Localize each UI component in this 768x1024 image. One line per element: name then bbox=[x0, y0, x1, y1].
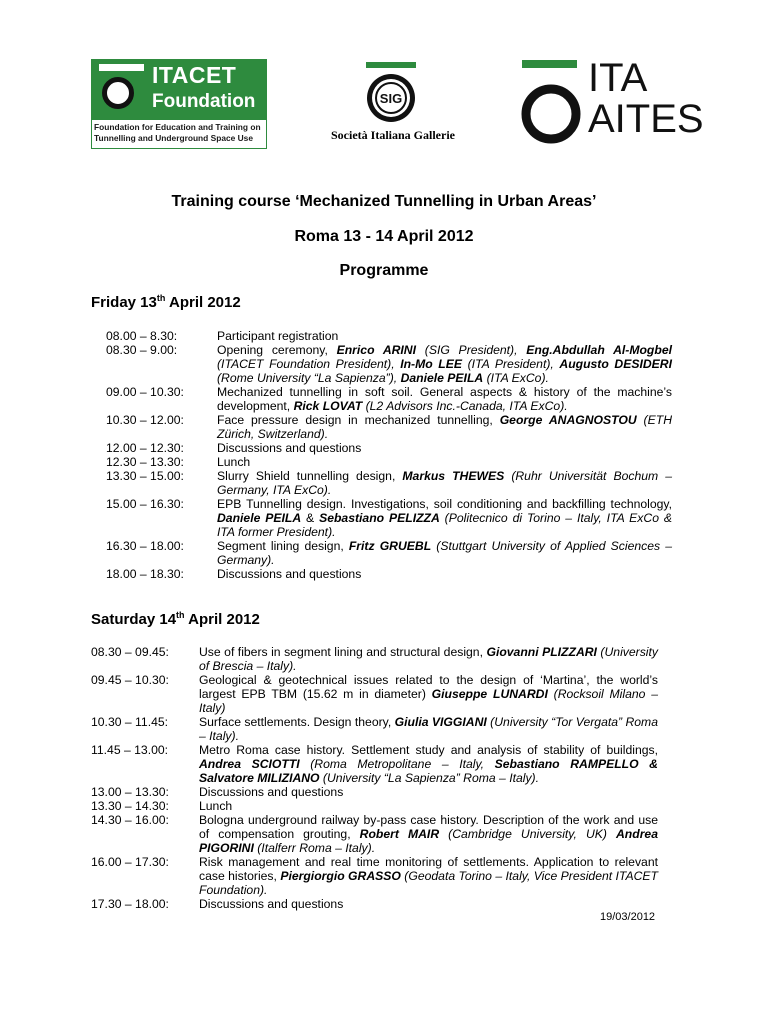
sig-logo bbox=[360, 62, 422, 124]
schedule-row bbox=[106, 343, 672, 385]
session-time: 08.30 – 09.45: bbox=[91, 645, 169, 659]
session-text: (ETH Zürich, Switzerland). bbox=[217, 413, 672, 441]
session-time: 13.30 – 15.00: bbox=[106, 469, 184, 483]
schedule-row bbox=[91, 785, 658, 799]
schedule-row bbox=[106, 385, 672, 413]
friday-day-suffix: th bbox=[156, 293, 166, 303]
schedule-row bbox=[91, 645, 658, 673]
saturday-month: April 2012 bbox=[184, 611, 260, 628]
session-description bbox=[199, 897, 658, 911]
session-time: 15.00 – 16.30: bbox=[106, 497, 184, 511]
session-time: 11.45 – 13.00: bbox=[91, 743, 169, 757]
schedule-row bbox=[91, 897, 658, 911]
session-text: (ITA President), bbox=[462, 357, 560, 371]
session-text: Surface settlements. Design theory, bbox=[199, 715, 395, 729]
ita-logo-text: ITA bbox=[588, 56, 648, 100]
session-text: Use of fibers in segment lining and structural design, bbox=[199, 645, 487, 659]
session-text: (L2 Advisors Inc.-Canada, ITA ExCo). bbox=[362, 399, 568, 413]
sig-logo-mark: SIG bbox=[379, 91, 403, 106]
speaker-name: Eng.Abdullah Al-Mogbel bbox=[526, 343, 672, 357]
sig-caption: Società Italiana Gallerie bbox=[331, 128, 455, 142]
schedule-row bbox=[91, 813, 658, 855]
session-text: Lunch bbox=[199, 799, 233, 813]
session-text: Discussions and questions bbox=[217, 441, 362, 455]
place-date: Roma 13 - 14 April 2012 bbox=[294, 228, 474, 245]
session-description bbox=[199, 743, 658, 785]
session-time: 13.00 – 13.30: bbox=[91, 785, 169, 799]
session-time: 16.30 – 18.00: bbox=[106, 539, 184, 553]
session-time: 14.30 – 16.00: bbox=[91, 813, 169, 827]
speaker-name: Giuseppe LUNARDI bbox=[431, 687, 548, 701]
itacet-logo-bar bbox=[99, 64, 144, 71]
session-description bbox=[217, 343, 672, 385]
speaker-name: Daniele PEILA bbox=[217, 511, 302, 525]
speaker-name: George ANAGNOSTOU bbox=[499, 413, 637, 427]
session-text: (Ruhr Universität Bochum – Germany, ITA ExCo). bbox=[217, 469, 673, 497]
saturday-schedule bbox=[91, 645, 658, 911]
session-text: (University of Brescia – Italy). bbox=[199, 645, 658, 673]
speaker-name: Fritz GRUEBL bbox=[348, 539, 432, 553]
speaker-name: Giulia VIGGIANI bbox=[394, 715, 487, 729]
session-text: EPB Tunnelling design. Investigations, soil conditioning and backfilling technology, bbox=[217, 497, 672, 511]
saturday-day: Saturday 14 bbox=[91, 611, 177, 628]
itacet-logo-foundation: Foundation bbox=[152, 91, 256, 112]
saturday-heading bbox=[91, 610, 260, 628]
schedule-row bbox=[106, 441, 672, 455]
session-text: (ITACET Foundation President), bbox=[217, 357, 401, 371]
aites-logo-text: AITES bbox=[588, 97, 704, 141]
session-description bbox=[199, 785, 658, 799]
session-description bbox=[199, 813, 658, 855]
schedule-row bbox=[106, 567, 672, 581]
session-description bbox=[199, 799, 658, 813]
schedule-row bbox=[91, 673, 658, 715]
schedule-row bbox=[91, 743, 658, 785]
programme-heading: Programme bbox=[339, 262, 429, 279]
session-text: Opening ceremony, bbox=[217, 343, 337, 357]
speaker-name: Daniele PEILA bbox=[400, 371, 484, 385]
schedule-row bbox=[91, 799, 658, 813]
session-text: (Politecnico di Torino – Italy, ITA ExCo & ITA former President). bbox=[217, 511, 673, 539]
schedule-row bbox=[106, 497, 672, 539]
session-time: 16.00 – 17.30: bbox=[91, 855, 169, 869]
itacet-sub-line1: Foundation for Education and Training on bbox=[94, 122, 261, 132]
course-title: Training course ‘Mechanized Tunnelling in Urban Areas’ bbox=[171, 193, 597, 210]
session-text: Lunch bbox=[217, 455, 251, 469]
session-text: & bbox=[301, 511, 320, 525]
session-time: 12.30 – 13.30: bbox=[106, 455, 184, 469]
speaker-name: In-Mo LEE bbox=[400, 357, 462, 371]
itacet-logo-title: ITACET bbox=[152, 62, 237, 88]
friday-day: Friday 13 bbox=[91, 294, 157, 311]
speaker-name: Andrea PIGORINI bbox=[199, 827, 658, 855]
speaker-name: Rick LOVAT bbox=[293, 399, 363, 413]
session-description bbox=[217, 385, 672, 413]
session-description bbox=[217, 539, 672, 567]
session-text: Slurry Shield tunnelling design, bbox=[217, 469, 403, 483]
speaker-name: Giovanni PLIZZARI bbox=[486, 645, 597, 659]
session-text: (Italferr Roma – Italy). bbox=[253, 841, 376, 855]
schedule-row bbox=[91, 715, 658, 743]
session-time: 12.00 – 12.30: bbox=[106, 441, 184, 455]
session-text: (Stuttgart University of Applied Sciences – Germany). bbox=[217, 539, 672, 567]
session-description bbox=[217, 497, 672, 539]
session-time: 08.00 – 8.30: bbox=[106, 329, 178, 343]
session-time: 18.00 – 18.30: bbox=[106, 567, 184, 581]
schedule-row bbox=[106, 469, 672, 497]
session-text: Discussions and questions bbox=[199, 897, 344, 911]
session-text: (SIG President), bbox=[416, 343, 527, 357]
friday-heading bbox=[91, 293, 241, 311]
schedule-row bbox=[106, 539, 672, 567]
session-text: Segment lining design, bbox=[217, 539, 349, 553]
session-text: Face pressure design in mechanized tunnelling, bbox=[217, 413, 500, 427]
session-description bbox=[217, 441, 672, 455]
speaker-name: Sebastiano PELIZZA bbox=[319, 511, 440, 525]
schedule-row bbox=[106, 455, 672, 469]
speaker-name: Sebastiano RAMPELLO & Salvatore MILIZIANO bbox=[199, 757, 658, 785]
session-text: (ITA ExCo). bbox=[483, 371, 549, 385]
session-text: (Geodata Torino – Italy, Vice President ITACET Foundation). bbox=[199, 869, 658, 897]
schedule-row bbox=[106, 413, 672, 441]
document-date: 19/03/2012 bbox=[600, 911, 656, 923]
speaker-name: Enrico ARINI bbox=[336, 343, 416, 357]
session-time: 08.30 – 9.00: bbox=[106, 343, 178, 357]
session-time: 10.30 – 12.00: bbox=[106, 413, 184, 427]
speaker-name: Robert MAIR bbox=[359, 827, 440, 841]
saturday-day-suffix: th bbox=[176, 610, 185, 620]
itacet-sub-line2: Tunnelling and Underground Space Use bbox=[94, 133, 253, 143]
itacet-logo-ring bbox=[102, 77, 134, 109]
session-time: 13.30 – 14.30: bbox=[91, 799, 169, 813]
schedule-row bbox=[91, 855, 658, 897]
session-text: Risk management and real time monitoring of settlements. Application to relevant case histories, bbox=[199, 855, 658, 883]
session-text: Participant registration bbox=[217, 329, 339, 343]
session-description bbox=[199, 645, 658, 673]
session-text: Discussions and questions bbox=[199, 785, 344, 799]
session-text: (Roma Metropolitane – Italy, bbox=[299, 757, 495, 771]
session-description bbox=[217, 469, 672, 497]
itacet-logo-subtitle bbox=[94, 122, 266, 144]
speaker-name: Piergiorgio GRASSO bbox=[280, 869, 401, 883]
session-text: Metro Roma case history. Settlement study and analysis of stability of buildings, bbox=[199, 743, 658, 757]
speaker-name: Augusto DESIDERI bbox=[559, 357, 672, 371]
session-time: 17.30 – 18.00: bbox=[91, 897, 169, 911]
session-time: 09.00 – 10.30: bbox=[106, 385, 184, 399]
speaker-name: Markus THEWES bbox=[402, 469, 505, 483]
schedule-row bbox=[106, 329, 672, 343]
session-text: Bologna underground railway by-pass case history. Description of the work and use of compensation grouting, bbox=[199, 813, 658, 841]
session-text: Discussions and questions bbox=[217, 567, 362, 581]
speaker-name: Andrea SCIOTTI bbox=[199, 757, 300, 771]
session-text: Mechanized tunnelling in soft soil. General aspects & history of the machine’s development, bbox=[217, 385, 672, 413]
session-description bbox=[217, 567, 672, 581]
session-time: 10.30 – 11.45: bbox=[91, 715, 169, 729]
session-description bbox=[199, 715, 658, 743]
friday-month: April 2012 bbox=[165, 294, 241, 311]
session-time: 09.45 – 10.30: bbox=[91, 673, 169, 687]
itacet-foundation-logo bbox=[91, 59, 267, 149]
session-description bbox=[217, 455, 672, 469]
session-text: (Rome University “La Sapienza”), bbox=[217, 371, 401, 385]
session-description bbox=[217, 329, 672, 343]
session-description bbox=[217, 413, 672, 441]
friday-schedule bbox=[106, 329, 672, 581]
session-text: (University “La Sapienza” Roma – Italy). bbox=[319, 771, 539, 785]
session-text: Geological & geotechnical issues related to the design of ‘Martina’, the world’s largest EPB TBM (15.62 m in diameter) bbox=[199, 673, 658, 701]
session-description bbox=[199, 855, 658, 897]
session-text: (Cambridge University, UK) bbox=[439, 827, 616, 841]
session-description bbox=[199, 673, 658, 715]
session-text: (Rocksoil Milano – Italy) bbox=[199, 687, 659, 715]
session-text: (University “Tor Vergata” Roma – Italy). bbox=[199, 715, 658, 743]
